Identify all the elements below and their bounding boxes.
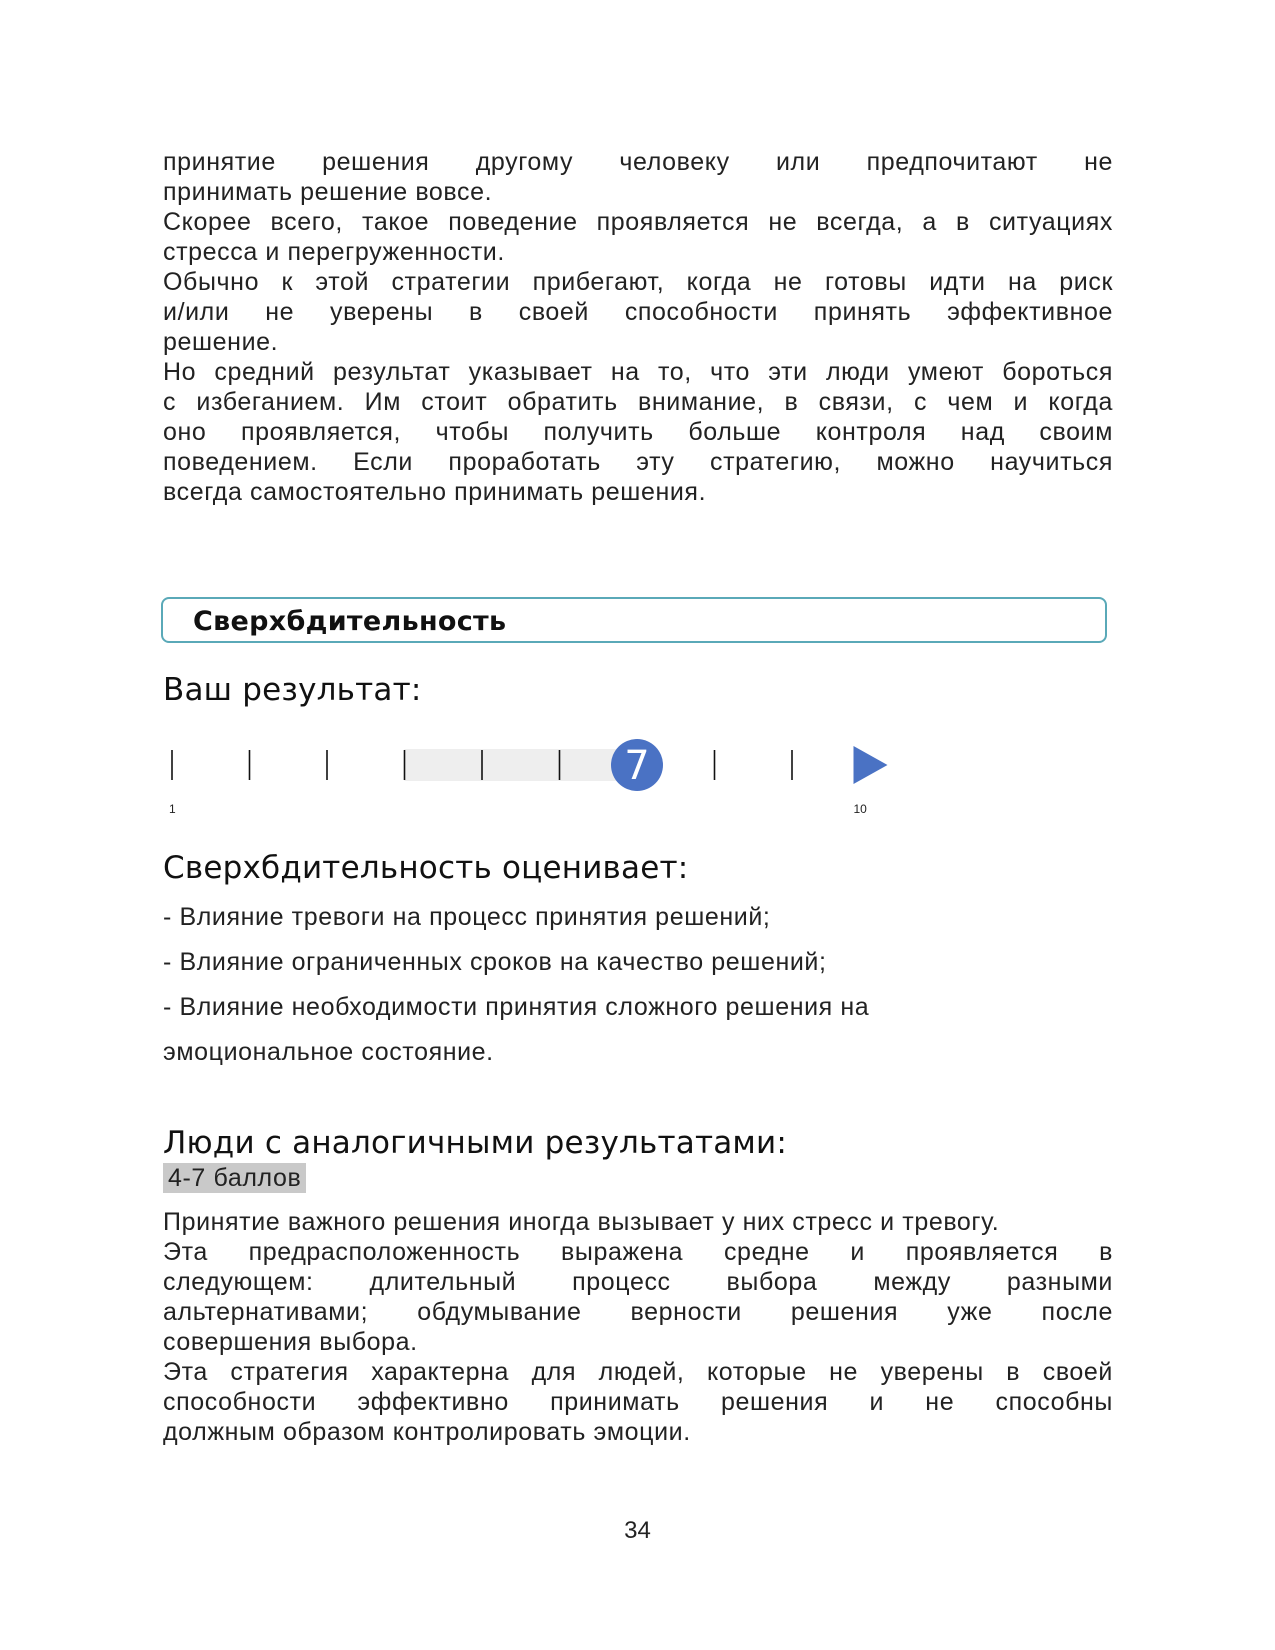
score-range-badge: 4-7 баллов bbox=[163, 1163, 306, 1193]
score-scale bbox=[160, 728, 920, 828]
evaluates-item: - Влияние тревоги на процесс принятия решений; bbox=[163, 903, 771, 931]
similar-line: следующем: длительный процесс выбора между разными bbox=[163, 1268, 1113, 1296]
intro-line: и/или не уверены в своей способности принять эффективное bbox=[163, 298, 1113, 326]
scale-end-arrow-icon bbox=[854, 746, 888, 784]
score-scale-graphic bbox=[160, 728, 920, 828]
intro-line: принятие решения другому человеку или предпочитают не bbox=[163, 148, 1113, 176]
result-heading: Ваш результат: bbox=[163, 672, 422, 708]
intro-line: Скорее всего, такое поведение проявляется не всегда, а в ситуациях bbox=[163, 208, 1113, 236]
evaluates-heading: Сверхбдительность оценивает: bbox=[163, 850, 689, 886]
intro-paragraph bbox=[163, 147, 1113, 507]
similar-line: способности эффективно принимать решения и не способны bbox=[163, 1388, 1113, 1416]
intro-line: Обычно к этой стратегии прибегают, когда не готовы идти на риск bbox=[163, 268, 1113, 296]
intro-line: всегда самостоятельно принимать решения. bbox=[163, 478, 707, 506]
similar-line: Эта предрасположенность выражена средне и проявляется в bbox=[163, 1238, 1113, 1266]
similar-line: альтернативами; обдумывание верности решения уже после bbox=[163, 1298, 1113, 1326]
intro-line: поведением. Если проработать эту стратегию, можно научиться bbox=[163, 448, 1113, 476]
page-number: 34 bbox=[624, 1517, 651, 1544]
intro-line: с избеганием. Им стоит обратить внимание, в связи, с чем и когда bbox=[163, 388, 1113, 416]
similar-line: должным образом контролировать эмоции. bbox=[163, 1418, 691, 1446]
score-range-highlight bbox=[405, 749, 638, 781]
intro-line: Но средний результат указывает на то, что эти люди умеют бороться bbox=[163, 358, 1113, 386]
scale-ticks bbox=[172, 750, 792, 780]
intro-line: принимать решение вовсе. bbox=[163, 178, 493, 206]
similar-results-paragraph bbox=[163, 1207, 1113, 1447]
scale-max-label: 10 bbox=[853, 802, 867, 816]
similar-results-heading: Люди с аналогичными результатами: bbox=[163, 1125, 788, 1161]
similar-line: совершения выбора. bbox=[163, 1328, 418, 1356]
scale-min-label: 1 bbox=[169, 802, 176, 816]
score-marker-label: 7 bbox=[624, 743, 650, 789]
section-title: Сверхбдительность bbox=[193, 606, 507, 637]
intro-line: решение. bbox=[163, 328, 279, 356]
section-title-box bbox=[161, 597, 1107, 643]
intro-line: стресса и перегруженности. bbox=[163, 238, 505, 266]
evaluates-item: - Влияние необходимости принятия сложного решения на bbox=[163, 993, 870, 1021]
evaluates-item: - Влияние ограниченных сроков на качество решений; bbox=[163, 948, 827, 976]
intro-line: оно проявляется, чтобы получить больше контроля над своим bbox=[163, 418, 1113, 446]
similar-line: Принятие важного решения иногда вызывает у них стресс и тревогу. bbox=[163, 1208, 1000, 1236]
evaluates-item: эмоциональное состояние. bbox=[163, 1038, 494, 1066]
similar-line: Эта стратегия характерна для людей, которые не уверены в своей bbox=[163, 1358, 1113, 1386]
